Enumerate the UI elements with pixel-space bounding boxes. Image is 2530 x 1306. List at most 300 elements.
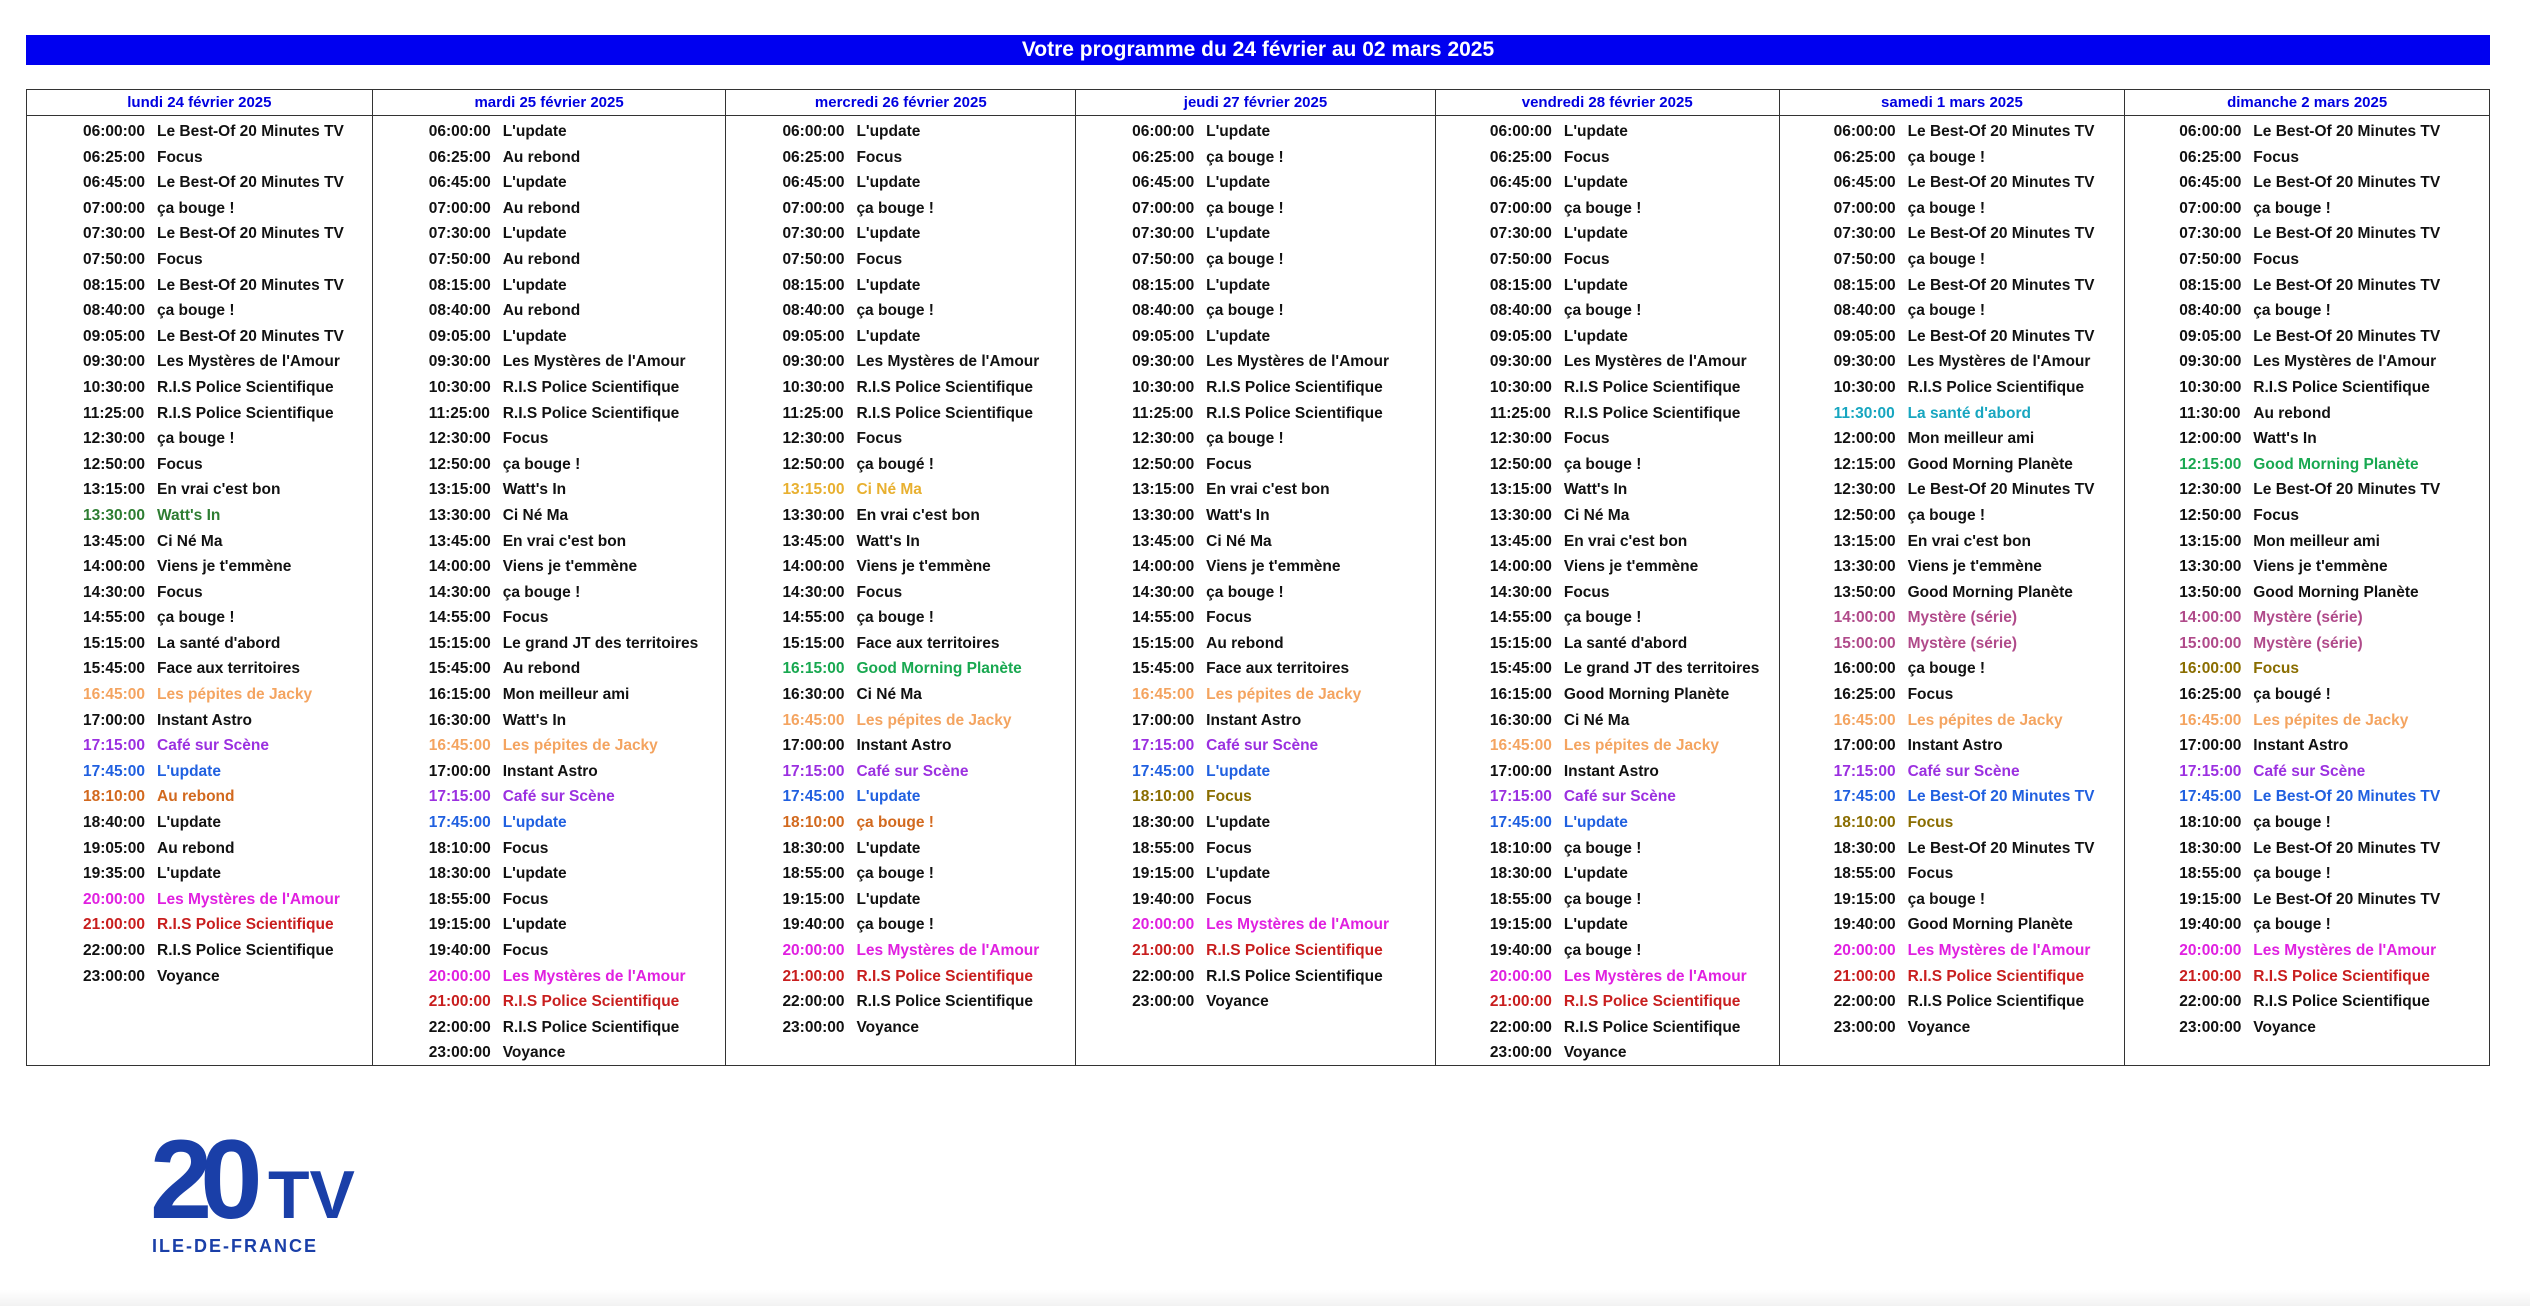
program-name: Les Mystères de l'Amour (1206, 916, 1390, 934)
program-time: 20:00:00 (782, 942, 845, 959)
program-row (1436, 912, 1779, 938)
program-name: ça bouge ! (856, 609, 934, 627)
program-name: L'update (1206, 225, 1271, 243)
program-row (1436, 1040, 1779, 1066)
program-row (726, 810, 1075, 836)
program-row (373, 324, 726, 350)
program-row (726, 912, 1075, 938)
program-row (373, 605, 726, 631)
program-row (373, 964, 726, 990)
program-row (2125, 887, 2489, 913)
program-time: 18:55:00 (782, 865, 845, 883)
program-row (27, 580, 372, 606)
program-row (726, 784, 1075, 810)
program-name: Viens je t'emmène (1206, 558, 1341, 576)
program-name: R.I.S Police Scientifique (1563, 404, 1741, 422)
program-name: Instant Astro (157, 711, 253, 729)
program-row (726, 324, 1075, 350)
program-row (726, 503, 1075, 529)
program-name: Le Best-Of 20 Minutes TV (1907, 225, 2095, 243)
program-name: R.I.S Police Scientifique (502, 378, 680, 396)
program-name: ça bougé ! (856, 455, 934, 473)
program-time: 13:30:00 (782, 506, 845, 524)
program-name: L'update (157, 762, 221, 780)
program-name: L'update (1206, 276, 1271, 294)
program-name: L'update (856, 890, 921, 908)
program-time: 20:00:00 (1132, 916, 1195, 934)
program-name: Mon meilleur ami (1907, 430, 2035, 448)
program-time: 07:00:00 (1833, 199, 1896, 217)
program-row (1076, 836, 1435, 862)
program-name: L'update (1563, 814, 1628, 832)
program-row (1076, 324, 1435, 350)
program-row (373, 145, 726, 171)
program-row (1076, 861, 1435, 887)
program-row (1436, 938, 1779, 964)
program-row (1780, 196, 2125, 222)
program-row (27, 759, 372, 785)
program-row (2125, 989, 2489, 1015)
program-time: 23:00:00 (782, 1018, 845, 1036)
program-name: Au rebond (157, 788, 235, 806)
program-name: L'update (157, 814, 221, 832)
program-name: L'update (502, 174, 567, 192)
program-name: Focus (856, 148, 903, 166)
program-time: 07:30:00 (428, 225, 491, 243)
program-time: 09:30:00 (782, 353, 845, 371)
program-time: 23:00:00 (1489, 1044, 1552, 1062)
program-row (726, 989, 1075, 1015)
program-time: 15:00:00 (2179, 634, 2242, 652)
program-name: Les Mystères de l'Amour (1563, 353, 1747, 371)
program-name: ça bouge ! (856, 302, 934, 320)
program-time: 08:40:00 (1833, 302, 1896, 320)
program-row (1436, 324, 1779, 350)
program-name: Mystère (série) (2253, 634, 2363, 652)
program-name: R.I.S Police Scientifique (1206, 942, 1383, 959)
program-time: 19:40:00 (1833, 916, 1896, 934)
program-row (27, 401, 372, 427)
program-name: ça bouge ! (157, 609, 235, 627)
program-name: Ci Né Ma (1563, 506, 1630, 524)
program-name: ça bouge ! (856, 814, 934, 832)
program-name: ça bouge ! (1907, 250, 1986, 268)
program-row (726, 887, 1075, 913)
program-time: 18:10:00 (1489, 839, 1552, 857)
program-name: ça bouge ! (502, 455, 581, 473)
program-row (1076, 119, 1435, 145)
program-name: Face aux territoires (157, 660, 301, 678)
program-row (2125, 1015, 2489, 1041)
day-header: lundi 24 février 2025 (27, 90, 372, 116)
program-row (2125, 784, 2489, 810)
program-row (1780, 426, 2125, 452)
program-time: 18:10:00 (428, 839, 491, 857)
program-name: ça bouge ! (856, 199, 934, 217)
program-time: 16:45:00 (1833, 711, 1896, 729)
program-row (373, 503, 726, 529)
program-time: 13:45:00 (1489, 532, 1552, 550)
program-list (27, 116, 372, 989)
program-name: L'update (502, 123, 567, 140)
program-name: La santé d'abord (157, 634, 281, 652)
program-time: 14:00:00 (782, 558, 845, 576)
program-row (27, 682, 372, 708)
program-name: ça bouge ! (1563, 609, 1642, 627)
program-row (726, 733, 1075, 759)
program-row (27, 887, 372, 913)
program-time: 07:30:00 (2179, 225, 2242, 243)
program-time: 17:00:00 (1132, 711, 1195, 729)
program-name: ça bouge ! (502, 583, 581, 601)
program-time: 09:05:00 (2179, 327, 2242, 345)
program-row (1780, 401, 2125, 427)
program-row (27, 554, 372, 580)
program-row (1780, 887, 2125, 913)
program-name: R.I.S Police Scientifique (502, 1018, 680, 1036)
program-time: 13:50:00 (1833, 583, 1896, 601)
program-name: Focus (1206, 788, 1252, 806)
program-name: ça bouge ! (2253, 302, 2331, 320)
program-time: 06:25:00 (1489, 148, 1552, 166)
program-name: Café sur Scène (1907, 762, 2020, 780)
program-name: Le Best-Of 20 Minutes TV (157, 174, 344, 192)
program-name: ça bouge ! (1206, 302, 1284, 320)
program-name: Le Best-Of 20 Minutes TV (2253, 890, 2441, 908)
program-time: 17:15:00 (2179, 762, 2242, 780)
program-name: Les pépites de Jacky (856, 711, 1012, 729)
program-time: 09:30:00 (428, 353, 491, 371)
program-name: En vrai c'est bon (1206, 481, 1330, 499)
program-name: R.I.S Police Scientifique (856, 967, 1034, 985)
program-name: ça bouge ! (2253, 865, 2331, 883)
program-row (2125, 580, 2489, 606)
program-row (373, 426, 726, 452)
program-row (1076, 170, 1435, 196)
program-row (1780, 759, 2125, 785)
program-name: Viens je t'emmène (1563, 558, 1699, 576)
program-time: 09:30:00 (1833, 353, 1896, 371)
program-time: 07:30:00 (1833, 225, 1896, 243)
program-row (726, 759, 1075, 785)
program-row (1780, 580, 2125, 606)
program-row (726, 836, 1075, 862)
program-row (2125, 119, 2489, 145)
program-time: 12:30:00 (428, 430, 491, 448)
program-time: 15:45:00 (1489, 660, 1552, 678)
program-row (1436, 477, 1779, 503)
program-row (1436, 1015, 1779, 1041)
program-time: 17:45:00 (1132, 762, 1195, 780)
program-time: 10:30:00 (83, 378, 146, 396)
program-time: 13:15:00 (1833, 532, 1896, 550)
program-name: ça bouge ! (1907, 148, 1986, 166)
program-time: 07:00:00 (428, 199, 491, 217)
program-row (2125, 656, 2489, 682)
program-name: ça bouge ! (1206, 583, 1284, 601)
program-name: Les pépites de Jacky (1206, 686, 1362, 704)
program-time: 18:30:00 (2179, 839, 2242, 857)
program-row (1780, 605, 2125, 631)
program-row (1076, 196, 1435, 222)
program-name: Focus (1563, 250, 1610, 268)
program-time: 19:15:00 (782, 890, 845, 908)
program-name: Focus (1206, 839, 1252, 857)
program-time: 08:40:00 (782, 302, 845, 320)
program-row (27, 605, 372, 631)
program-time: 20:00:00 (428, 967, 491, 985)
program-row (373, 759, 726, 785)
program-name: Face aux territoires (856, 634, 1000, 652)
program-row (2125, 554, 2489, 580)
program-time: 13:30:00 (428, 506, 491, 524)
program-row (726, 298, 1075, 324)
program-name: L'update (1206, 814, 1271, 832)
program-name: Au rebond (502, 199, 581, 217)
program-list (373, 116, 726, 1066)
program-row (2125, 349, 2489, 375)
program-name: Le Best-Of 20 Minutes TV (1907, 481, 2095, 499)
program-time: 11:25:00 (1132, 404, 1194, 422)
program-name: Au rebond (502, 660, 581, 678)
program-time: 06:45:00 (83, 174, 146, 192)
program-row (726, 401, 1075, 427)
program-time: 14:00:00 (1833, 609, 1896, 627)
program-time: 06:00:00 (428, 123, 491, 140)
program-time: 21:00:00 (782, 967, 845, 985)
program-row (1076, 631, 1435, 657)
program-row (27, 861, 372, 887)
program-row (373, 477, 726, 503)
program-time: 22:00:00 (1132, 967, 1195, 985)
program-row (1780, 477, 2125, 503)
program-time: 17:15:00 (83, 737, 146, 755)
program-name: Les Mystères de l'Amour (1206, 353, 1390, 371)
program-name: R.I.S Police Scientifique (2253, 967, 2430, 985)
program-time: 07:00:00 (1489, 199, 1552, 217)
program-time: 18:30:00 (1489, 865, 1552, 883)
program-time: 14:30:00 (83, 583, 146, 601)
program-time: 08:15:00 (1132, 276, 1195, 294)
program-time: 07:50:00 (1833, 250, 1896, 268)
program-time: 17:15:00 (1833, 762, 1896, 780)
program-row (726, 861, 1075, 887)
program-name: Focus (856, 430, 903, 448)
program-row (726, 375, 1075, 401)
program-name: Les pépites de Jacky (1907, 711, 2063, 729)
program-name: ça bouge ! (1206, 148, 1284, 166)
program-row (2125, 221, 2489, 247)
program-time: 06:25:00 (1132, 148, 1195, 166)
program-name: ça bouge ! (1206, 250, 1284, 268)
program-row (373, 989, 726, 1015)
program-name: ça bouge ! (157, 302, 235, 320)
program-row (1436, 426, 1779, 452)
program-name: Watt's In (502, 711, 567, 729)
program-name: En vrai c'est bon (157, 481, 281, 499)
program-name: ça bouge ! (1563, 839, 1642, 857)
program-time: 07:00:00 (782, 199, 845, 217)
program-row (27, 221, 372, 247)
program-name: Le Best-Of 20 Minutes TV (157, 123, 344, 140)
program-name: R.I.S Police Scientifique (1206, 967, 1383, 985)
svg-text:20: 20 (150, 1120, 251, 1242)
day-header: dimanche 2 mars 2025 (2125, 90, 2489, 116)
program-time: 18:40:00 (83, 814, 146, 832)
program-row (373, 784, 726, 810)
program-name: Focus (157, 583, 203, 601)
program-name: R.I.S Police Scientifique (1563, 993, 1741, 1011)
program-name: ça bouge ! (1907, 506, 1986, 524)
program-time: 18:10:00 (782, 814, 845, 832)
program-name: Les Mystères de l'Amour (502, 353, 686, 371)
program-row (726, 631, 1075, 657)
program-time: 14:00:00 (1489, 558, 1552, 576)
program-time: 17:45:00 (782, 788, 845, 806)
program-time: 14:55:00 (428, 609, 491, 627)
program-name: Focus (1206, 890, 1252, 908)
program-time: 18:55:00 (1132, 839, 1195, 857)
program-time: 12:30:00 (1833, 481, 1896, 499)
program-name: Ci Né Ma (1563, 711, 1630, 729)
program-row (1436, 989, 1779, 1015)
program-time: 18:30:00 (1132, 814, 1195, 832)
program-name: L'update (1206, 762, 1271, 780)
program-row (1436, 349, 1779, 375)
program-time: 14:00:00 (83, 558, 146, 576)
program-name: L'update (1563, 327, 1628, 345)
program-row (1076, 784, 1435, 810)
program-name: Instant Astro (502, 762, 598, 780)
program-name: Ci Né Ma (157, 532, 223, 550)
program-name: R.I.S Police Scientifique (1907, 993, 2085, 1011)
program-time: 10:30:00 (2179, 378, 2242, 396)
schedule-grid (26, 89, 2490, 1066)
program-name: Focus (1563, 583, 1610, 601)
program-time: 07:00:00 (1132, 199, 1195, 217)
program-row (373, 247, 726, 273)
program-time: 09:30:00 (2179, 353, 2242, 371)
program-time: 23:00:00 (428, 1044, 491, 1062)
program-row (373, 836, 726, 862)
program-name: Viens je t'emmène (502, 558, 638, 576)
program-time: 15:15:00 (1132, 634, 1195, 652)
program-row (1780, 554, 2125, 580)
program-row (27, 503, 372, 529)
program-time: 12:50:00 (83, 455, 146, 473)
program-time: 19:40:00 (428, 942, 491, 959)
program-row (1436, 221, 1779, 247)
program-name: R.I.S Police Scientifique (856, 378, 1034, 396)
program-name: R.I.S Police Scientifique (157, 404, 334, 422)
program-row (373, 861, 726, 887)
program-time: 12:30:00 (83, 430, 146, 448)
program-row (1076, 912, 1435, 938)
program-name: Le Best-Of 20 Minutes TV (2253, 123, 2441, 140)
program-name: R.I.S Police Scientifique (157, 942, 334, 959)
program-name: Instant Astro (1206, 711, 1302, 729)
program-row (2125, 964, 2489, 990)
program-name: Good Morning Planète (2253, 583, 2419, 601)
program-name: Focus (856, 250, 903, 268)
day-header: samedi 1 mars 2025 (1780, 90, 2125, 116)
program-time: 15:00:00 (1833, 634, 1896, 652)
program-name: Le Best-Of 20 Minutes TV (1907, 839, 2095, 857)
program-row (1436, 375, 1779, 401)
program-name: Focus (502, 890, 549, 908)
program-name: Focus (2253, 148, 2299, 166)
program-row (1436, 554, 1779, 580)
program-time: 16:15:00 (1489, 686, 1552, 704)
program-time: 19:40:00 (2179, 916, 2242, 934)
program-name: R.I.S Police Scientifique (1206, 378, 1383, 396)
program-name: ça bouge ! (856, 865, 934, 883)
program-row (726, 196, 1075, 222)
program-time: 09:05:00 (1132, 327, 1195, 345)
program-time: 08:15:00 (428, 276, 491, 294)
program-row (27, 477, 372, 503)
program-row (726, 605, 1075, 631)
program-row (1076, 656, 1435, 682)
program-time: 13:45:00 (1132, 532, 1195, 550)
program-row (1436, 145, 1779, 171)
program-name: Focus (157, 148, 203, 166)
program-row (1780, 836, 2125, 862)
program-name: L'update (502, 814, 567, 832)
program-row (2125, 759, 2489, 785)
program-row (2125, 298, 2489, 324)
program-row (1780, 631, 2125, 657)
program-row (1076, 452, 1435, 478)
program-time: 06:25:00 (428, 148, 491, 166)
program-time: 13:15:00 (1489, 481, 1552, 499)
program-name: ça bouge ! (1907, 890, 1986, 908)
program-name: Focus (1907, 686, 1954, 704)
program-row (1076, 375, 1435, 401)
program-name: L'update (1206, 327, 1271, 345)
program-time: 13:15:00 (2179, 532, 2242, 550)
program-time: 14:30:00 (782, 583, 845, 601)
program-time: 20:00:00 (1833, 942, 1896, 959)
program-time: 08:15:00 (782, 276, 845, 294)
program-time: 21:00:00 (1833, 967, 1896, 985)
20tv-logo-icon (150, 1120, 410, 1260)
program-row (1436, 861, 1779, 887)
program-name: R.I.S Police Scientifique (2253, 993, 2430, 1011)
program-name: L'update (1563, 916, 1628, 934)
program-name: Voyance (2253, 1018, 2316, 1036)
program-row (1436, 503, 1779, 529)
program-row (373, 1040, 726, 1066)
program-time: 13:45:00 (428, 532, 491, 550)
program-row (2125, 912, 2489, 938)
program-row (1436, 733, 1779, 759)
program-row (27, 324, 372, 350)
program-row (2125, 708, 2489, 734)
program-row (2125, 452, 2489, 478)
program-row (726, 247, 1075, 273)
program-row (1780, 221, 2125, 247)
program-name: L'update (1563, 174, 1628, 192)
program-time: 12:30:00 (782, 430, 845, 448)
program-name: Au rebond (157, 839, 235, 857)
program-row (27, 247, 372, 273)
program-name: R.I.S Police Scientifique (856, 404, 1034, 422)
program-row (373, 298, 726, 324)
program-time: 06:25:00 (782, 148, 845, 166)
program-row (1780, 529, 2125, 555)
program-time: 16:00:00 (1833, 660, 1896, 678)
